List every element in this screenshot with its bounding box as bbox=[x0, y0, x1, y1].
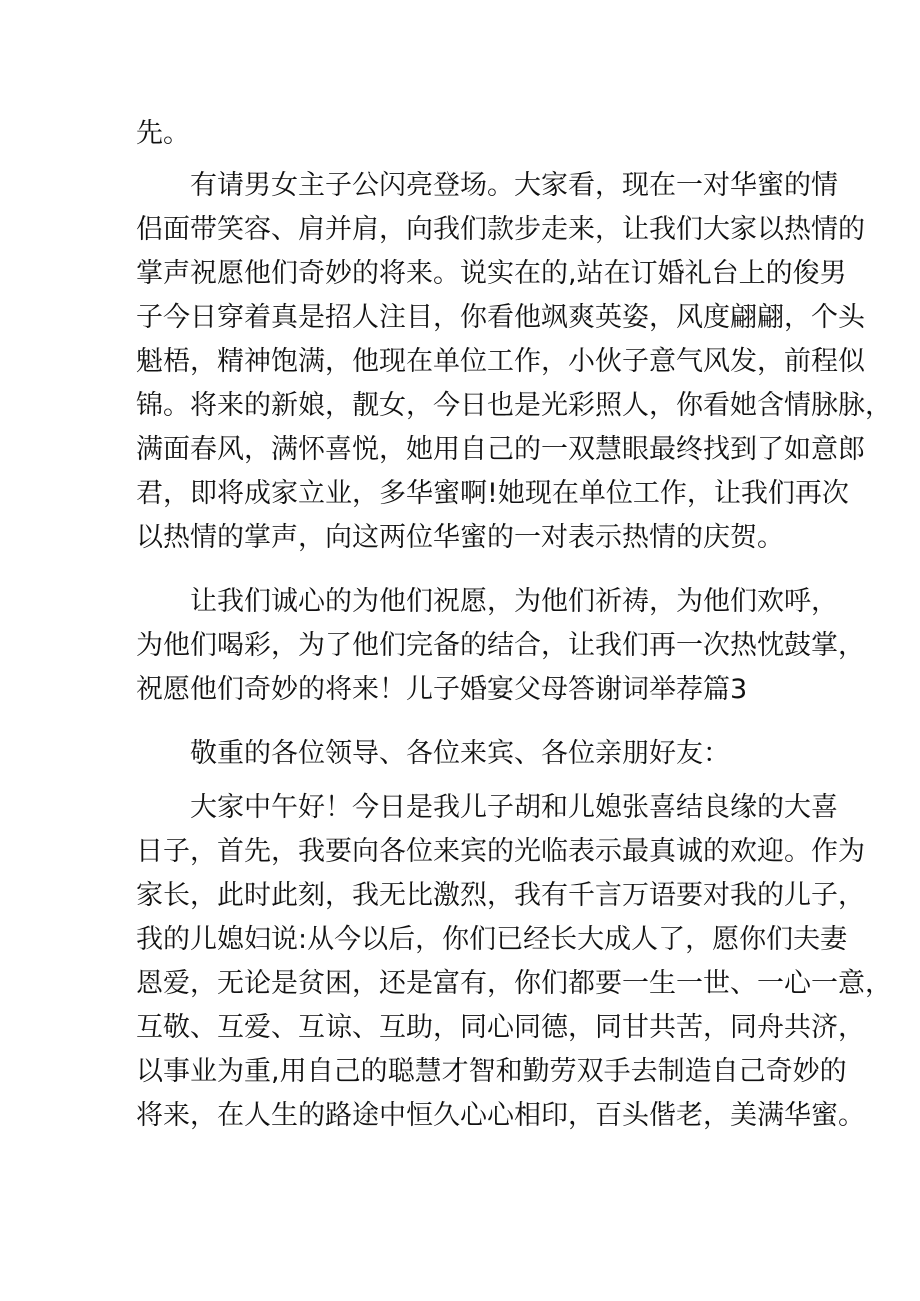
paragraph-line: 先。 bbox=[136, 118, 190, 149]
paragraph-line: 我的儿媳妇说:从今以后，你们已经长大成人了，愿你们夫妻 bbox=[136, 924, 848, 955]
paragraph-line: 满面春风，满怀喜悦，她用自己的一双慧眼最终找到了如意郎 bbox=[136, 434, 865, 465]
paragraph-line: 家长，此时此刻，我无比激烈，我有千言万语要对我的儿子， bbox=[136, 880, 865, 911]
paragraph-line: 君，即将成家立业，多华蜜啊!她现在单位工作，让我们再次 bbox=[136, 478, 849, 509]
paragraph-line: 日子，首先，我要向各位来宾的光临表示最真诚的欢迎。作为 bbox=[136, 836, 865, 867]
paragraph-line: 以事业为重,用自己的聪慧才智和勤劳双手去制造自己奇妙的 bbox=[136, 1056, 847, 1087]
paragraph-line: 恩爱，无论是贫困，还是富有，你们都要一生一世、一心一意， bbox=[136, 968, 892, 999]
paragraph-line: 为他们喝彩，为了他们完备的结合，让我们再一次热忱鼓掌， bbox=[136, 630, 865, 661]
paragraph-line: 以热情的掌声，向这两位华蜜的一对表示热情的庆贺。 bbox=[136, 522, 784, 553]
paragraph-line: 让我们诚心的为他们祝愿，为他们祈祷，为他们欢呼， bbox=[190, 586, 838, 617]
paragraph-line: 互敬、互爱、互谅、互助，同心同德，同甘共苦，同舟共济， bbox=[136, 1012, 865, 1043]
salutation-line: 敬重的各位领导、各位来宾、各位亲朋好友： bbox=[190, 738, 730, 769]
paragraph-line: 子今日穿着真是招人注目，你看他飒爽英姿，风度翩翩，个头 bbox=[136, 302, 865, 333]
paragraph-line: 侣面带笑容、肩并肩，向我们款步走来，让我们大家以热情的 bbox=[136, 214, 865, 245]
paragraph-line: 魁梧，精神饱满，他现在单位工作，小伙子意气风发，前程似 bbox=[136, 346, 865, 377]
paragraph-line: 将来，在人生的路途中恒久心心相印，百头偕老，美满华蜜。 bbox=[136, 1100, 865, 1131]
paragraph-line: 锦。将来的新娘，靓女，今日也是光彩照人，你看她含情脉脉， bbox=[136, 390, 892, 421]
paragraph-line: 有请男女主子公闪亮登场。大家看，现在一对华蜜的情 bbox=[190, 170, 838, 201]
paragraph-line: 掌声祝愿他们奇妙的将来。说实在的,站在订婚礼台上的俊男 bbox=[136, 258, 847, 289]
paragraph-line: 祝愿他们奇妙的将来！儿子婚宴父母答谢词举荐篇3 bbox=[136, 674, 748, 705]
paragraph-line: 大家中午好！今日是我儿子胡和儿媳张喜结良缘的大喜 bbox=[190, 792, 838, 823]
